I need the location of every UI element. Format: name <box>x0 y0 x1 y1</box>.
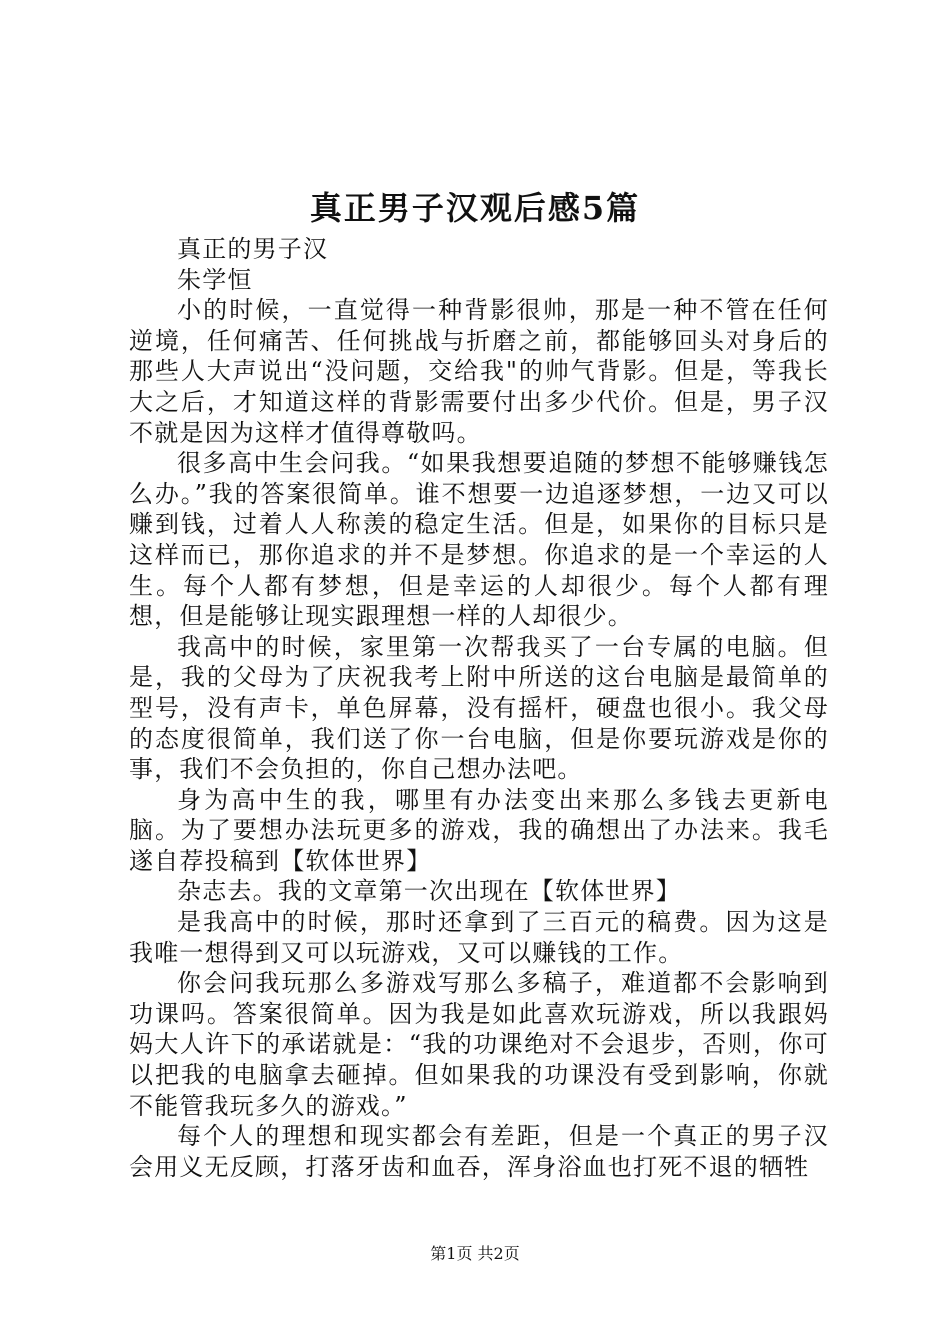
paragraph: 你会问我玩那么多游戏写那么多稿子，难道都不会影响到功课吗。答案很简单。因为我是如此喜欢玩游戏，所以我跟妈妈大人许下的承诺就是：“我的功课绝对不会退步，否则，你可以把我的电脑拿去砸掉。但如果我的功课没有受到影响，你就不能管我玩多久的游戏。” <box>129 969 829 1120</box>
paragraph: 每个人的理想和现实都会有差距，但是一个真正的男子汉会用义无反顾，打落牙齿和血吞，浑身浴血也打死不退的牺牲 <box>129 1122 829 1181</box>
paragraph: 是我高中的时候，那时还拿到了三百元的稿费。因为这是我唯一想得到又可以玩游戏，又可以赚钱的工作。 <box>129 908 829 967</box>
paragraph-subtitle: 真正的男子汉 <box>177 235 329 263</box>
paragraph: 很多高中生会问我。“如果我想要追随的梦想不能够赚钱怎么办。”我的答案很简单。谁不想要一边追逐梦想，一边又可以赚到钱，过着人人称羡的稳定生活。但是，如果你的目标只是这样而已，那你追求的并不是梦想。你追求的是一个幸运的人生。每个人都有梦想，但是幸运的人却很少。每个人都有理想，但是能够让现实跟理想一样的人却很少。 <box>129 449 829 631</box>
paragraph-author: 朱学恒 <box>177 265 253 294</box>
paragraph: 杂志去。我的文章第一次出现在【软体世界】 <box>177 877 681 906</box>
page-footer: 第1页 共2页 <box>430 1244 520 1263</box>
paragraph: 身为高中生的我，哪里有办法变出来那么多钱去更新电脑。为了要想办法玩更多的游戏，我的确想出了办法来。我毛遂自荐投稿到【软体世界】 <box>129 785 829 875</box>
document-title: 真正男子汉观后感5篇 <box>309 189 641 227</box>
paragraph: 小的时候，一直觉得一种背影很帅，那是一种不管在任何逆境，任何痛苦、任何挑战与折磨之前，都能够回头对身后的那些人大声说出“没问题，交给我"的帅气背影。但是，等我长大之后，才知道这样的背影需要付出多少代价。但是，男子汉不就是因为这样才值得尊敬吗。 <box>129 296 829 447</box>
paragraph: 我高中的时候，家里第一次帮我买了一台专属的电脑。但是，我的父母为了庆祝我考上附中所送的这台电脑是最简单的型号，没有声卡，单色屏幕，没有摇杆，硬盘也很小。我父母的态度很简单，我们送了你一台电脑，但是你要玩游戏是你的事，我们不会负担的，你自己想办法吧。 <box>129 632 829 784</box>
document-body <box>129 234 829 1182</box>
